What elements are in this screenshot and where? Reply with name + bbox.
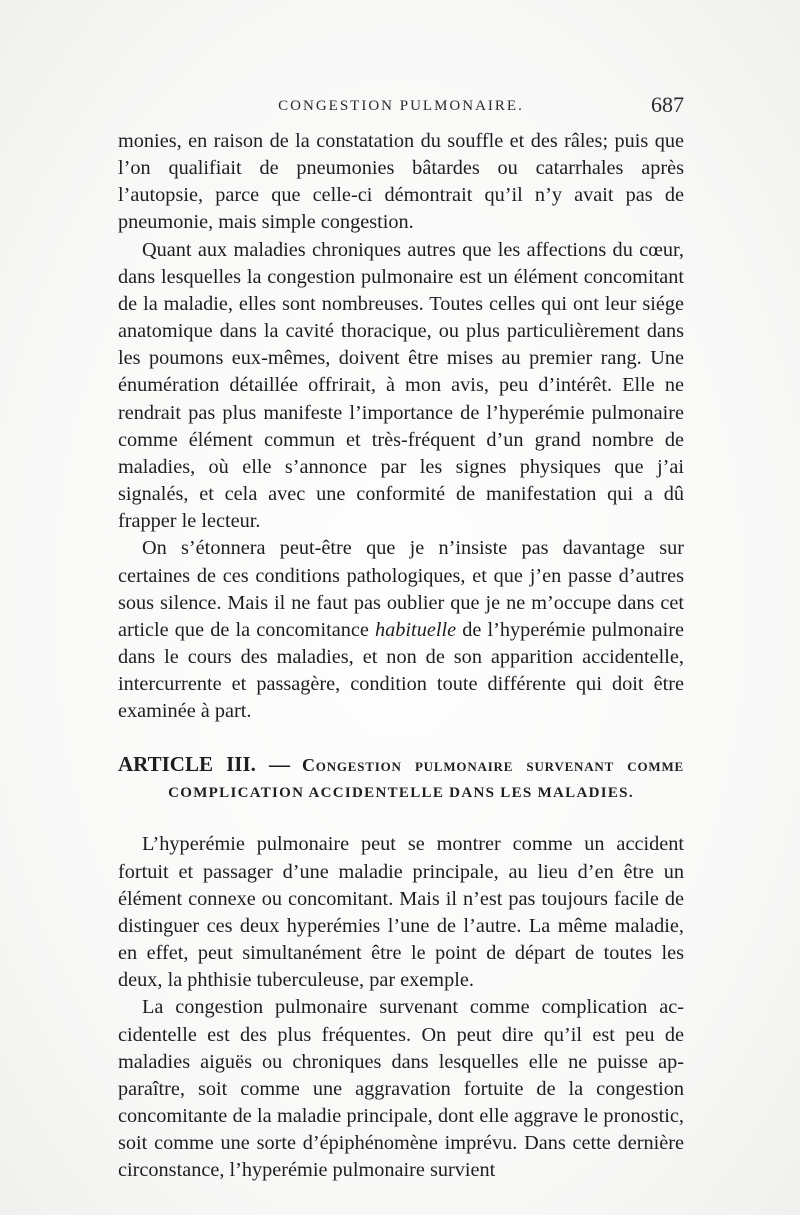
paragraph-concomitance: [118, 535, 684, 725]
italic-habituelle: habituelle: [375, 618, 457, 641]
article-heading: [118, 751, 684, 807]
running-title: CONGESTION PULMONAIRE.: [278, 98, 524, 114]
paragraph-continued: monies, en raison de la constatation du souffle et des râles; puis que l’on qualifiait de pneumonies bâtardes ou catarrhales après l’autopsie, parce que celle-ci démontrait qu’il n’y avait pas de pneumonie, mais simple congestion.: [118, 130, 684, 234]
paragraph-chronic-diseases: Quant aux maladies chroniques autres que les affections du cœur, dans lesquelles la congestion pulmonaire est un élément concomitant de la maladie, elles sont nombreuses. Toutes celles qui ont leur siége anatomique dans la cavité thoracique, ou plus particulièrement dans les poumons eux-mêmes, doivent être mises au premier rang. Une énumération détaillée offrirait, à mon avis, peu d’intérêt. Elle ne rendrait pas plus manifeste l’importance de l’hyperémie pulmonaire comme élément commun et très-fréquent d’un grand nombre de maladies, où elle s’annonce par les signes physiques que j’ai signalés, et cela avec une conformité de manifestation qui a dû frapper le lecteur.: [118, 238, 684, 533]
page-number: 687: [651, 92, 684, 117]
paragraph-concomitance-end: de l’hyperémie pulmonaire dans le cours des maladies, et non de son apparition accidentelle, intercurrente et passagère, condition toute différente qui doit être examinée à part.: [118, 618, 684, 723]
article-label: ARTICLE III. —: [118, 752, 291, 777]
page-header: [118, 92, 684, 122]
article-title-line1: Congestion pulmonaire survenant comme: [301, 755, 685, 776]
page-body: [118, 128, 684, 1184]
paragraph-complication-frequency: La congestion pulmonaire survenant comme complication accidentelle est des plus fréquentes. On peut dire qu’il est peu de maladies aiguës ou chroniques dans lesquelles elle ne puisse apparaître, soit comme une aggravation fortuite de la congestion concomitante de la maladie principale, dont elle aggrave le pronostic, soit comme une sorte d’épiphénomène imprévu. Dans cette dernière circonstance, l’hyperémie pulmonaire survient: [118, 996, 684, 1182]
paragraph-accidental-hyperemia: L’hyperémie pulmonaire peut se montrer comme un accident fortuit et passager d’une maladie principale, au lieu d’en être un élément connexe ou concomitant. Mais il n’est pas toujours facile de distinguer ces deux hyperémies l’une de l’autre. La même maladie, en effet, peut simultanément être le point de départ de toutes les deux, la phthisie tuberculeuse, par exemple.: [118, 833, 684, 992]
article-heading-line1: [118, 751, 684, 780]
article-title-line2: COMPLICATION ACCIDENTELLE DANS LES MALADIES.: [168, 785, 634, 802]
paragraph-concomitance-start: On s’étonnera peut-être que je n’insiste pas davantage sur certaines de ces conditions pathologiques, et que j’en passe d’autres sous silence. Mais il ne faut pas oublier que je ne m’occupe dans cet article que de la concomitance: [118, 537, 684, 641]
